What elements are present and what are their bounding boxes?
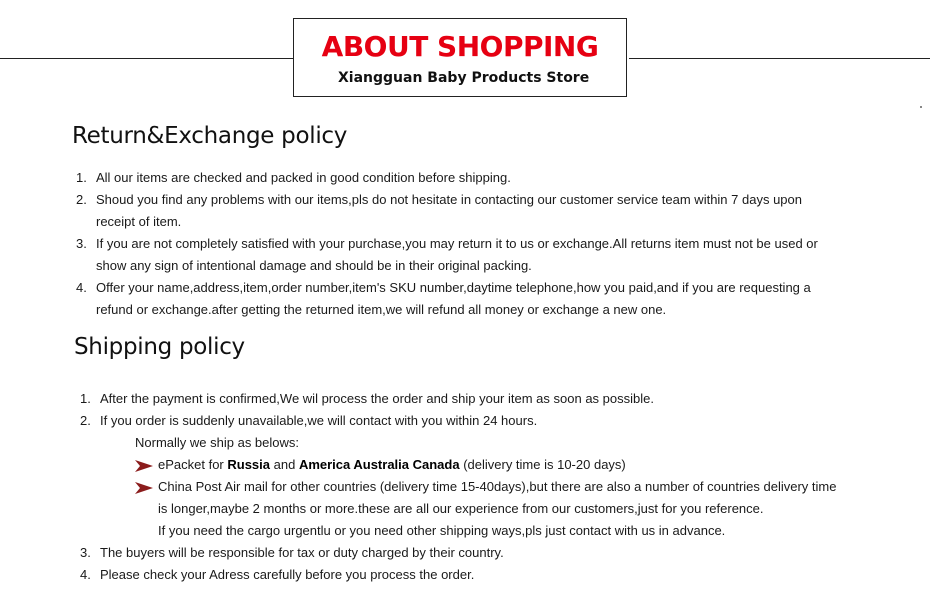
- list-number: 3.: [80, 545, 91, 560]
- epacket-russia: Russia: [227, 457, 271, 472]
- return-item-4-line-2: refund or exchange.after getting the returned item,we will refund all money or exchange a new one.: [96, 302, 667, 317]
- epacket-and: and: [270, 457, 299, 472]
- shipping-normally: Normally we ship as belows:: [135, 435, 300, 450]
- return-item-3-line-1: If you are not completely satisfied with your purchase,you may return it to us or exchange.All returns item must not be used or: [96, 236, 818, 251]
- shipping-item-4: Please check your Adress carefully before you process the order.: [100, 567, 475, 582]
- shipping-epacket: [158, 457, 626, 472]
- list-number: 2.: [80, 413, 91, 428]
- list-number: 4.: [76, 280, 87, 295]
- decorative-dot: [920, 106, 922, 108]
- return-item-3-line-2: show any sign of intentional damage and should be in their original packing.: [96, 258, 532, 273]
- list-number: 4.: [80, 567, 91, 582]
- arrow-bullet-icon: [135, 460, 153, 472]
- header-rule-right: [629, 58, 930, 59]
- return-policy-heading: Return&Exchange policy: [72, 123, 348, 149]
- arrow-bullet-icon: [135, 482, 153, 494]
- epacket-countries: America Australia Canada: [298, 457, 460, 472]
- return-item-2-line-1: Shoud you find any problems with our items,pls do not hesitate in contacting our customer service team within 7 days upon: [96, 192, 802, 207]
- list-number: 1.: [80, 391, 91, 406]
- return-item-1: All our items are checked and packed in good condition before shipping.: [96, 170, 511, 185]
- list-number: 1.: [76, 170, 87, 185]
- shipping-item-3: The buyers will be responsible for tax or duty charged by their country.: [100, 545, 504, 560]
- china-post-line-1: China Post Air mail for other countries (delivery time 15-40days),but there are also a number of countries delivery time: [158, 479, 837, 494]
- header-box: [293, 18, 627, 97]
- return-item-2-line-2: receipt of item.: [96, 214, 182, 229]
- china-post-line-2: is longer,maybe 2 months or more.these are all our experience from our customers,just for you reference.: [158, 501, 764, 516]
- return-item-4-line-1: Offer your name,address,item,order number,item's SKU number,daytime telephone,how you paid,and if you are requesting a: [96, 280, 811, 295]
- header-rule-left: [0, 58, 293, 59]
- page-title: ABOUT SHOPPING: [321, 30, 599, 63]
- epacket-prefix: ePacket for: [158, 457, 228, 472]
- shipping-item-1: After the payment is confirmed,We wil process the order and ship your item as soon as possible.: [100, 391, 654, 406]
- shipping-item-2: If you order is suddenly unavailable,we will contact with you within 24 hours.: [100, 413, 538, 428]
- list-number: 2.: [76, 192, 87, 207]
- china-post-line-3: If you need the cargo urgentlu or you need other shipping ways,pls just contact with us in advance.: [158, 523, 726, 538]
- list-number: 3.: [76, 236, 87, 251]
- shipping-policy-heading: Shipping policy: [74, 334, 245, 360]
- store-name: Xiangguan Baby Products Store: [338, 70, 590, 86]
- epacket-delivery: (delivery time is 10-20 days): [459, 457, 626, 472]
